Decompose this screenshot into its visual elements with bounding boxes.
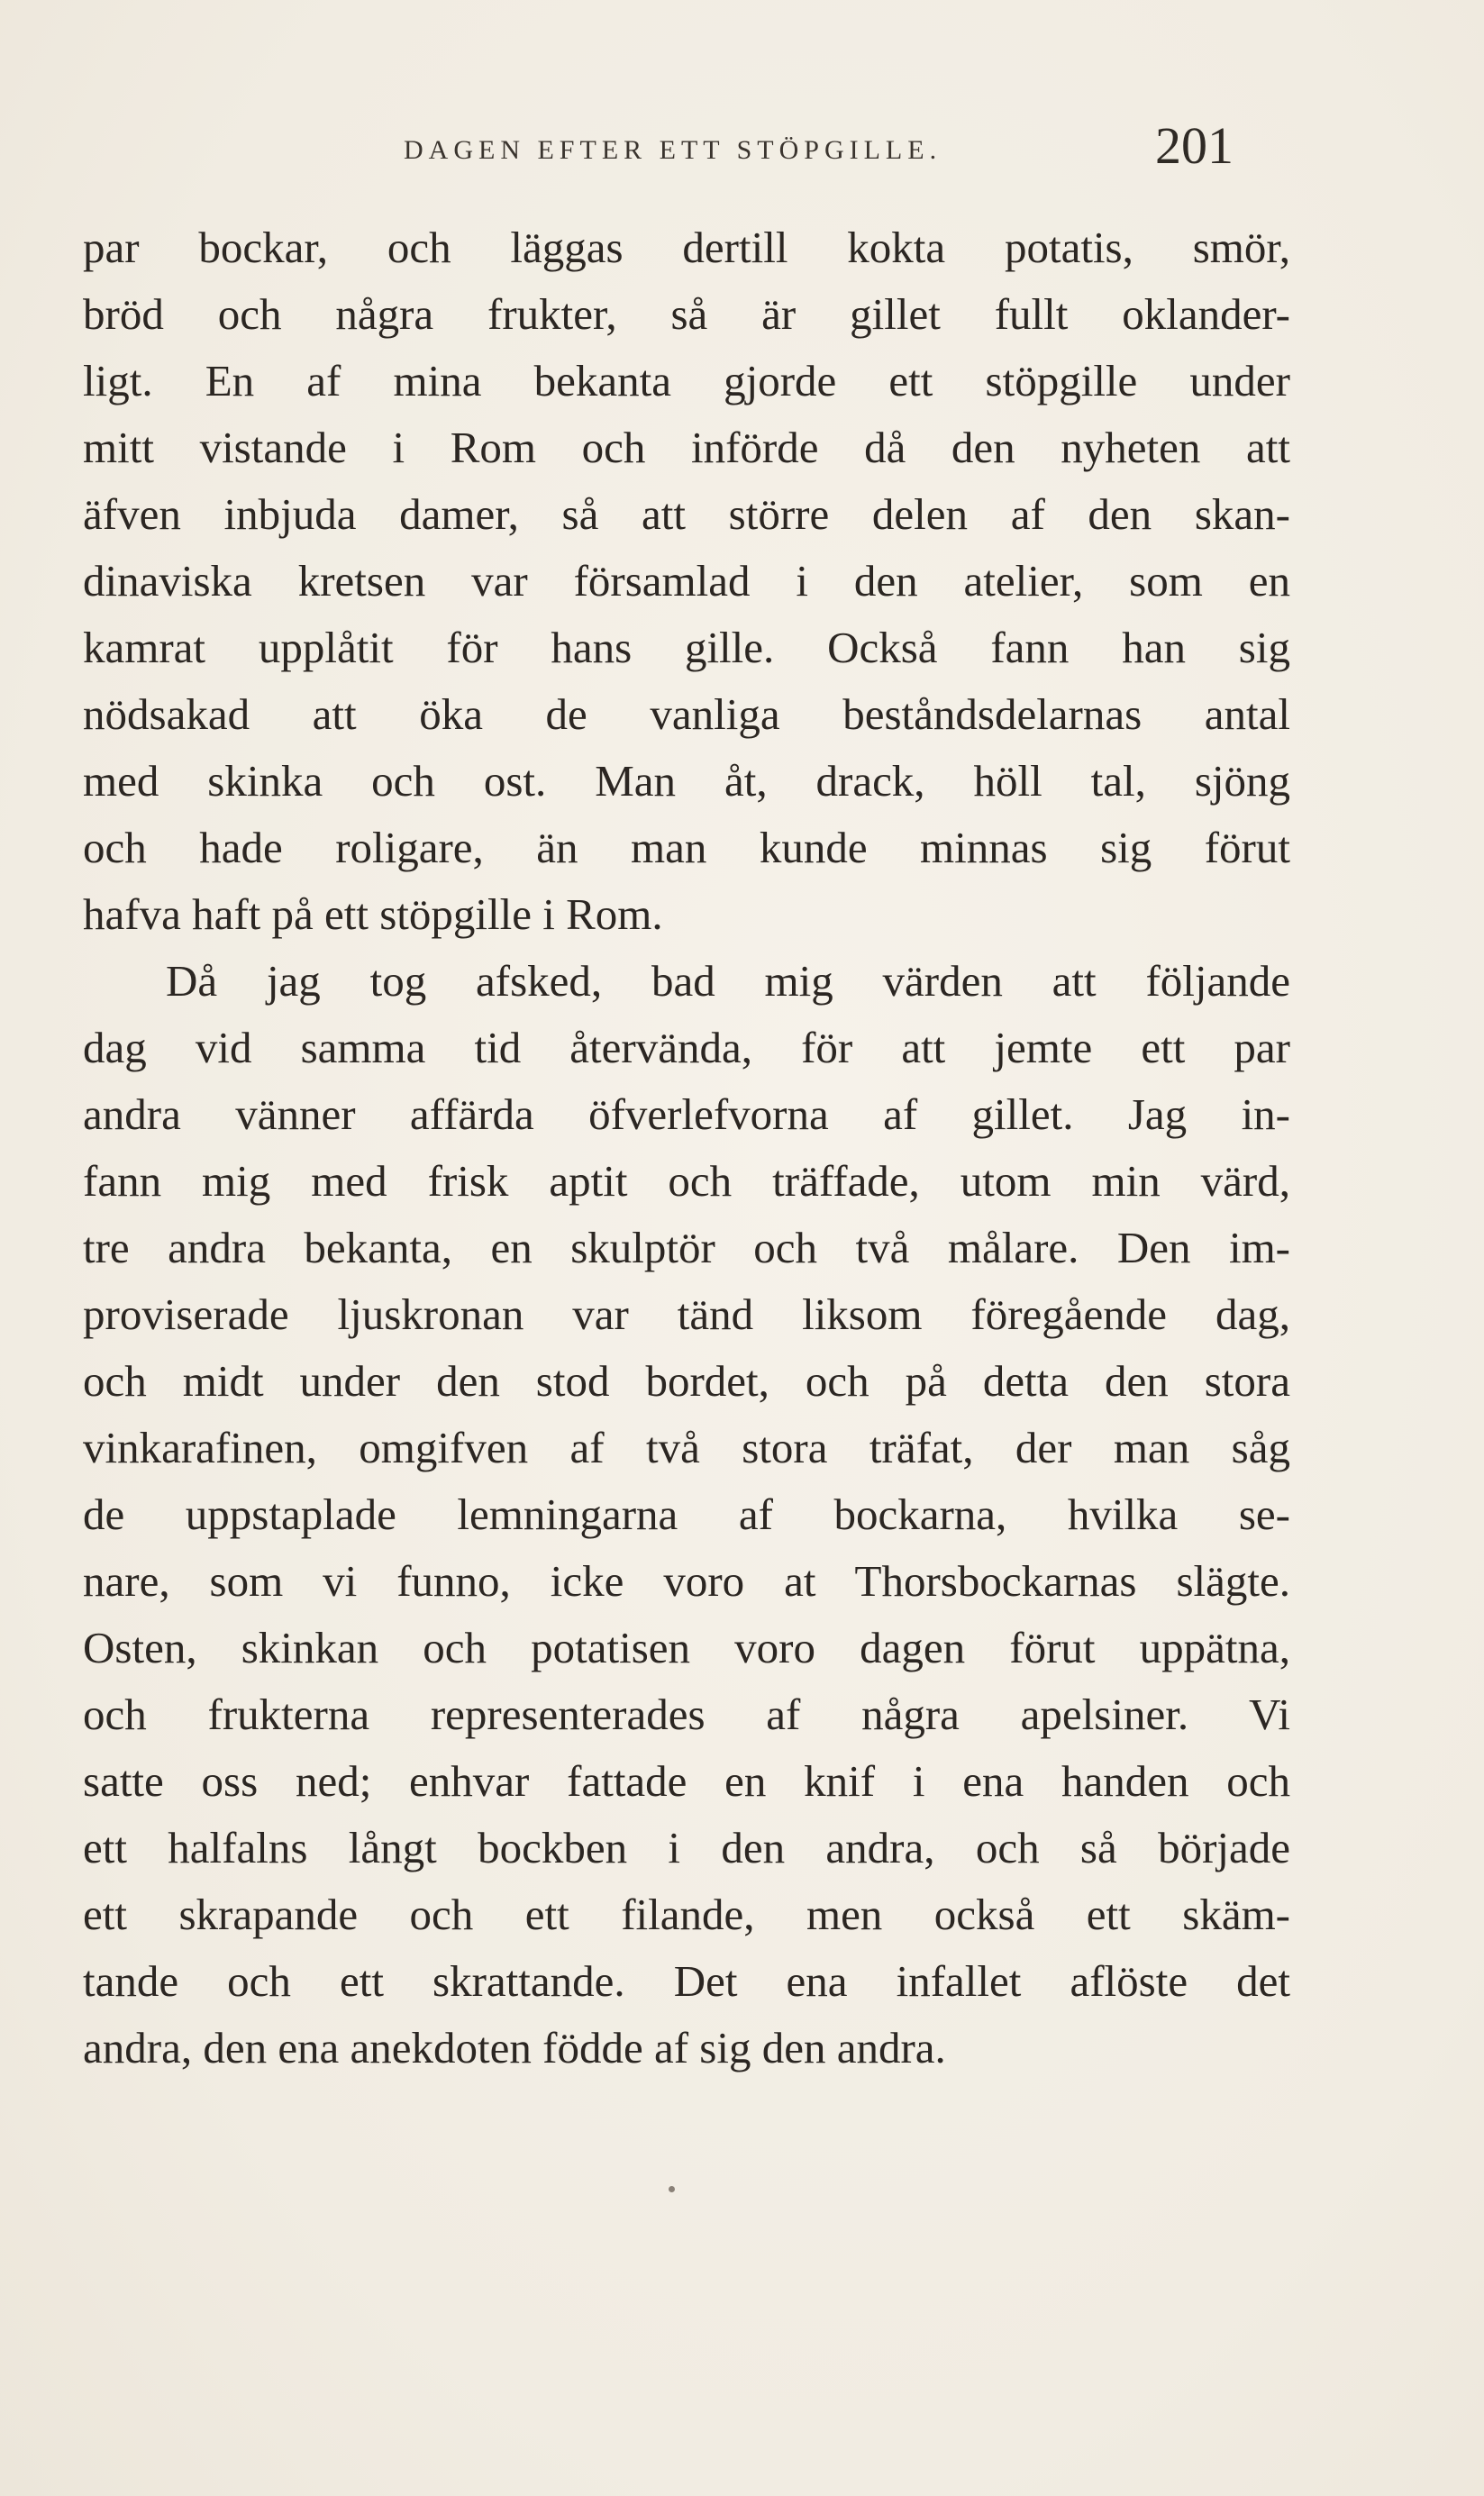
- text-line: och frukterna representerades af några apelsiner. Vi: [83, 1690, 1290, 1739]
- text-line: dinaviska kretsen var församlad i den atelier, som en: [83, 556, 1290, 606]
- text-line: med skinka och ost. Man åt, drack, höll tal, sjöng: [83, 756, 1290, 806]
- text-line: nödsakad att öka de vanliga beståndsdelarnas antal: [83, 689, 1290, 739]
- text-line: kamrat upplåtit för hans gille. Också fann han sig: [83, 623, 1290, 672]
- text-line: satte oss ned; enhvar fattade en knif i ena handen och: [83, 1756, 1290, 1806]
- text-line: dag vid samma tid återvända, för att jemte ett par: [83, 1023, 1290, 1072]
- text-line: ett halfalns långt bockben i den andra, och så började: [83, 1823, 1290, 1872]
- page-number: 201: [1155, 116, 1234, 175]
- text-line: de uppstaplade lemningarna af bockarna, hvilka se-: [83, 1489, 1290, 1539]
- text-line: vinkarafinen, omgifven af två stora träfat, der man såg: [83, 1423, 1290, 1472]
- text-line: och hade roligare, än man kunde minnas sig förut: [83, 823, 1290, 872]
- text-line: tre andra bekanta, en skulptör och två målare. Den im-: [83, 1223, 1290, 1272]
- body-text: [83, 214, 1290, 2082]
- text-line: ligt. En af mina bekanta gjorde ett stöpgille under: [83, 356, 1290, 405]
- ink-speck: [669, 2186, 675, 2192]
- text-line: proviserade ljuskronan var tänd liksom föregående dag,: [83, 1289, 1290, 1339]
- text-line: bröd och några frukter, så är gillet fullt oklander-: [83, 289, 1290, 339]
- paragraph-last-line: hafva haft på ett stöpgille i Rom.: [83, 889, 663, 939]
- text-line: tande och ett skrattande. Det ena infallet aflöste det: [83, 1956, 1290, 2006]
- text-line: ett skrapande och ett filande, men också ett skäm-: [83, 1890, 1290, 1939]
- paragraph-first-line: Då jag tog afsked, bad mig värden att följande: [166, 956, 1290, 1006]
- text-line: och midt under den stod bordet, och på detta den stora: [83, 1356, 1290, 1406]
- paragraph-last-line: andra, den ena anekdoten födde af sig den andra.: [83, 2023, 946, 2072]
- text-line: par bockar, och läggas dertill kokta potatis, smör,: [83, 223, 1290, 272]
- text-line: andra vänner affärda öfverlefvorna af gillet. Jag in-: [83, 1089, 1290, 1139]
- text-line: Osten, skinkan och potatisen voro dagen förut uppätna,: [83, 1623, 1290, 1672]
- text-line: nare, som vi funno, icke voro at Thorsbockarnas slägte.: [83, 1556, 1290, 1606]
- text-line: fann mig med frisk aptit och träffade, utom min värd,: [83, 1156, 1290, 1206]
- text-line: mitt vistande i Rom och införde då den nyheten att: [83, 423, 1290, 472]
- text-line: äfven inbjuda damer, så att större delen af den skan-: [83, 489, 1290, 539]
- running-title: DAGEN EFTER ETT STÖPGILLE.: [404, 135, 942, 165]
